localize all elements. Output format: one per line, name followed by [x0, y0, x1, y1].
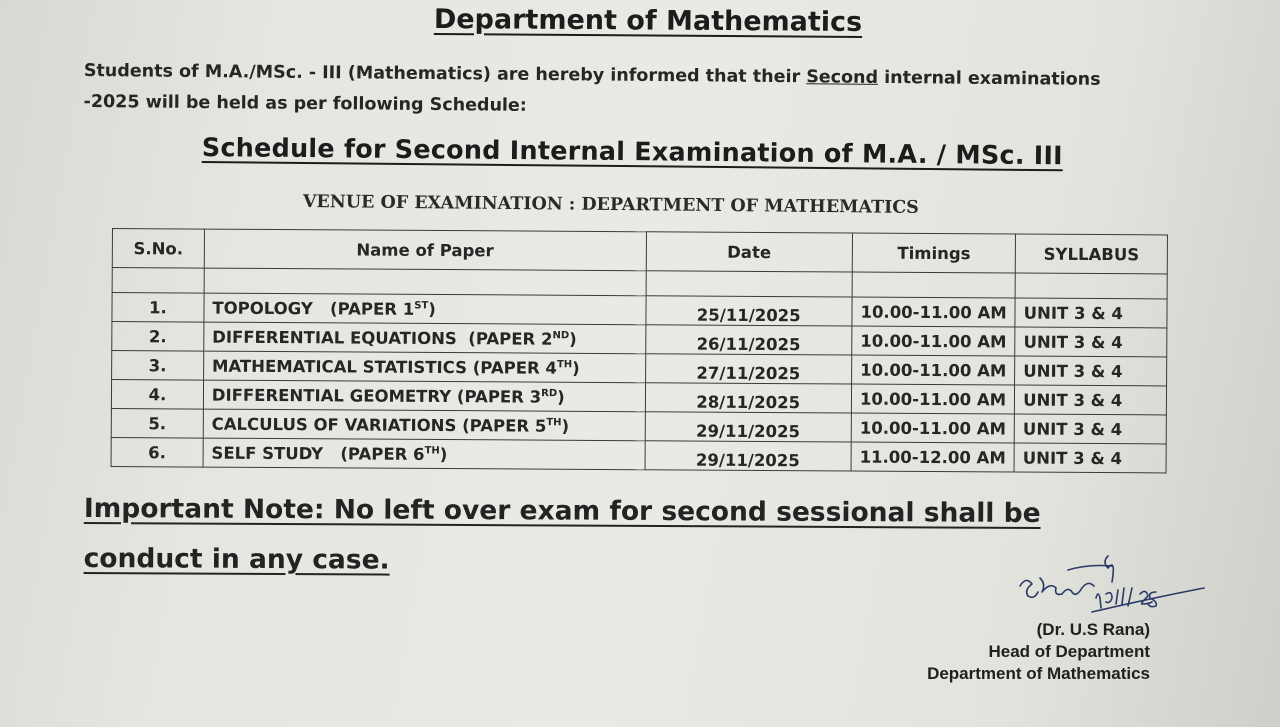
- cell-sno: 3.: [112, 351, 204, 381]
- schedule-table: [111, 228, 1168, 473]
- cell-paper-name: [203, 351, 645, 383]
- paper-name-text: TOPOLOGY (PAPER 1: [212, 298, 415, 319]
- spacer-cell: [1015, 273, 1167, 299]
- cell-date: 29/11/2025: [645, 412, 852, 442]
- cell-sno: 5.: [111, 408, 203, 438]
- paper-name-text: CALCULUS OF VARIATIONS (PAPER 5: [211, 414, 547, 436]
- paper-ordinal-suffix: TH: [424, 444, 440, 457]
- paper-close-paren: ): [561, 416, 570, 436]
- important-note: Important Note: No left over exam for second sessional shall be conduct in any case.: [83, 492, 1041, 576]
- signatory-name: (Dr. U.S Rana): [1036, 620, 1150, 639]
- cell-timings: 10.00-11.00 AM: [852, 297, 1015, 327]
- cell-syllabus: UNIT 3 & 4: [1015, 298, 1167, 328]
- signature-block: [927, 619, 1150, 685]
- header-syllabus: SYLLABUS: [1015, 234, 1167, 274]
- paper-ordinal-suffix: ND: [552, 329, 570, 341]
- cell-date: 27/11/2025: [645, 354, 852, 384]
- cell-timings: 10.00-11.00 AM: [851, 413, 1014, 443]
- paper-name-text: DIFFERENTIAL GEOMETRY (PAPER 3: [211, 385, 542, 407]
- cell-syllabus: UNIT 3 & 4: [1015, 327, 1167, 357]
- paper-ordinal-suffix: TH: [556, 358, 573, 370]
- cell-date: 26/11/2025: [645, 325, 852, 355]
- intro-text-before: Students of M.A./MSc. - III (Mathematics) are hereby informed that their: [83, 60, 807, 88]
- cell-timings: 10.00-11.00 AM: [852, 326, 1015, 356]
- cell-sno: 6.: [111, 437, 203, 467]
- paper-ordinal-suffix: RD: [541, 387, 558, 399]
- cell-syllabus: UNIT 3 & 4: [1015, 356, 1167, 386]
- cell-paper-name: [203, 380, 645, 412]
- spacer-cell: [112, 268, 204, 294]
- paper-ordinal-suffix: ST: [414, 299, 429, 311]
- paper-name-text: SELF STUDY (PAPER 6: [211, 443, 425, 464]
- table-header-row: [112, 229, 1167, 274]
- cell-paper-name: [204, 322, 646, 354]
- header-date: Date: [646, 232, 853, 272]
- table-row: [111, 437, 1166, 472]
- handwritten-signature: [1008, 548, 1223, 628]
- cell-syllabus: UNIT 3 & 4: [1015, 385, 1167, 415]
- paper-name-text: DIFFERENTIAL EQUATIONS (PAPER 2: [212, 327, 553, 349]
- spacer-cell: [852, 272, 1015, 298]
- cell-timings: 10.00-11.00 AM: [851, 384, 1014, 414]
- intro-text-after: internal examinations -2025 will be held as per following Schedule:: [83, 67, 1101, 116]
- cell-syllabus: UNIT 3 & 4: [1014, 414, 1166, 444]
- table-body: [111, 268, 1167, 473]
- spacer-cell: [204, 268, 646, 296]
- header-name: Name of Paper: [204, 229, 646, 271]
- cell-date: 25/11/2025: [645, 296, 852, 326]
- paper-close-paren: ): [428, 299, 436, 319]
- cell-date: 29/11/2025: [645, 441, 852, 471]
- cell-paper-name: [203, 409, 645, 441]
- cell-paper-name: [204, 293, 646, 325]
- cell-date: 28/11/2025: [645, 383, 852, 413]
- cell-sno: 1.: [112, 293, 204, 323]
- cell-syllabus: UNIT 3 & 4: [1014, 443, 1166, 473]
- venue-line: VENUE OF EXAMINATION : DEPARTMENT OF MATHEMATICS: [302, 192, 919, 218]
- header-timings: Timings: [852, 233, 1015, 273]
- cell-timings: 11.00-12.00 AM: [851, 442, 1014, 472]
- cell-timings: 10.00-11.00 AM: [852, 355, 1015, 385]
- cell-sno: 2.: [112, 322, 204, 352]
- header-sno: S.No.: [112, 229, 204, 269]
- signatory-department: Department of Mathematics: [927, 664, 1150, 683]
- intro-paragraph: [83, 56, 1154, 127]
- paper-close-paren: ): [572, 358, 580, 378]
- schedule-title: Schedule for Second Internal Examination of M.A. / MSc. III: [201, 133, 1063, 172]
- paper-ordinal-suffix: TH: [546, 416, 562, 428]
- signatory-designation: Head of Department: [988, 642, 1150, 661]
- cell-sno: 4.: [111, 380, 203, 410]
- spacer-cell: [646, 271, 853, 297]
- paper-close-paren: ): [569, 329, 577, 349]
- intro-text-underlined: Second: [806, 67, 879, 88]
- paper-close-paren: ): [439, 444, 448, 464]
- paper-name-text: MATHEMATICAL STATISTICS (PAPER 4: [211, 356, 557, 378]
- paper-close-paren: ): [557, 387, 565, 407]
- cell-paper-name: [203, 438, 645, 470]
- department-title: Department of Mathematics: [433, 4, 863, 38]
